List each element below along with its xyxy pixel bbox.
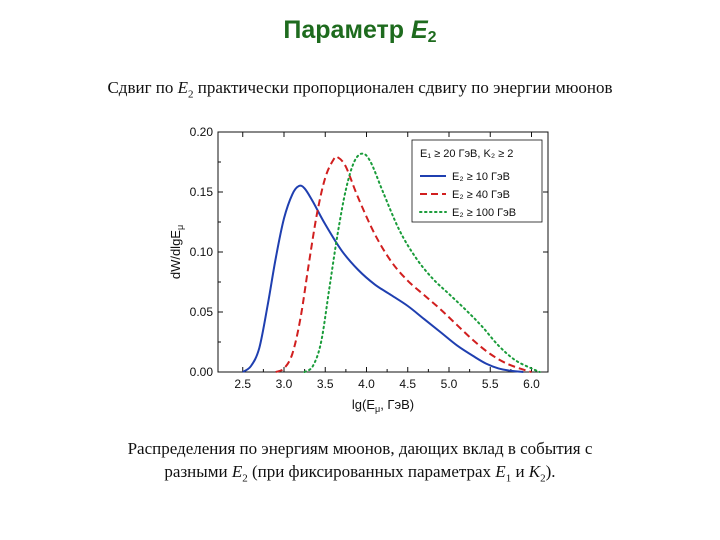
- legend-entry-3: E₂ ≥ 100 ГэВ: [452, 207, 517, 219]
- x-tick-label: 5.5: [481, 377, 499, 391]
- y-tick-label: 0.00: [189, 365, 213, 379]
- legend-entry-2: E₂ ≥ 40 ГэВ: [452, 189, 510, 201]
- caption-line-1: Распределения по энергиям мюонов, дающих вклад в события с: [127, 439, 593, 458]
- slide-title: Параметр $E_2$: [283, 16, 437, 46]
- x-tick-label: 5.0: [440, 377, 458, 391]
- x-tick-label: 4.0: [358, 377, 375, 391]
- y-axis-label: dW/dlgE$_\mu$: [168, 224, 185, 280]
- legend-entry-1: E₂ ≥ 10 ГэВ: [452, 171, 510, 183]
- figure-caption: [60, 437, 660, 490]
- x-tick-label: 4.5: [399, 377, 417, 391]
- caption-line-2: разными $E_2$ (при фиксированных параметрах $E_1$ и $K_2$).: [164, 462, 556, 485]
- y-tick-label: 0.10: [189, 245, 213, 259]
- y-tick-label: 0.05: [189, 305, 213, 319]
- slide-subtitle: Сдвиг по $E_2$ практически пропорционален сдвигу по энергии мюонов: [107, 78, 613, 101]
- x-axis-label: $\lg(E_\mu$, ГэВ): [351, 397, 415, 414]
- x-tick-label: 3.0: [275, 377, 293, 391]
- x-tick-label: 2.5: [234, 377, 252, 391]
- x-tick-label: 6.0: [523, 377, 540, 391]
- legend-header: E₁ ≥ 20 ГэВ, K₂ ≥ 2: [420, 148, 514, 160]
- legend: [412, 140, 542, 222]
- y-tick-label: 0.20: [189, 125, 213, 139]
- x-tick-label: 3.5: [316, 377, 334, 391]
- y-tick-label: 0.15: [189, 185, 213, 199]
